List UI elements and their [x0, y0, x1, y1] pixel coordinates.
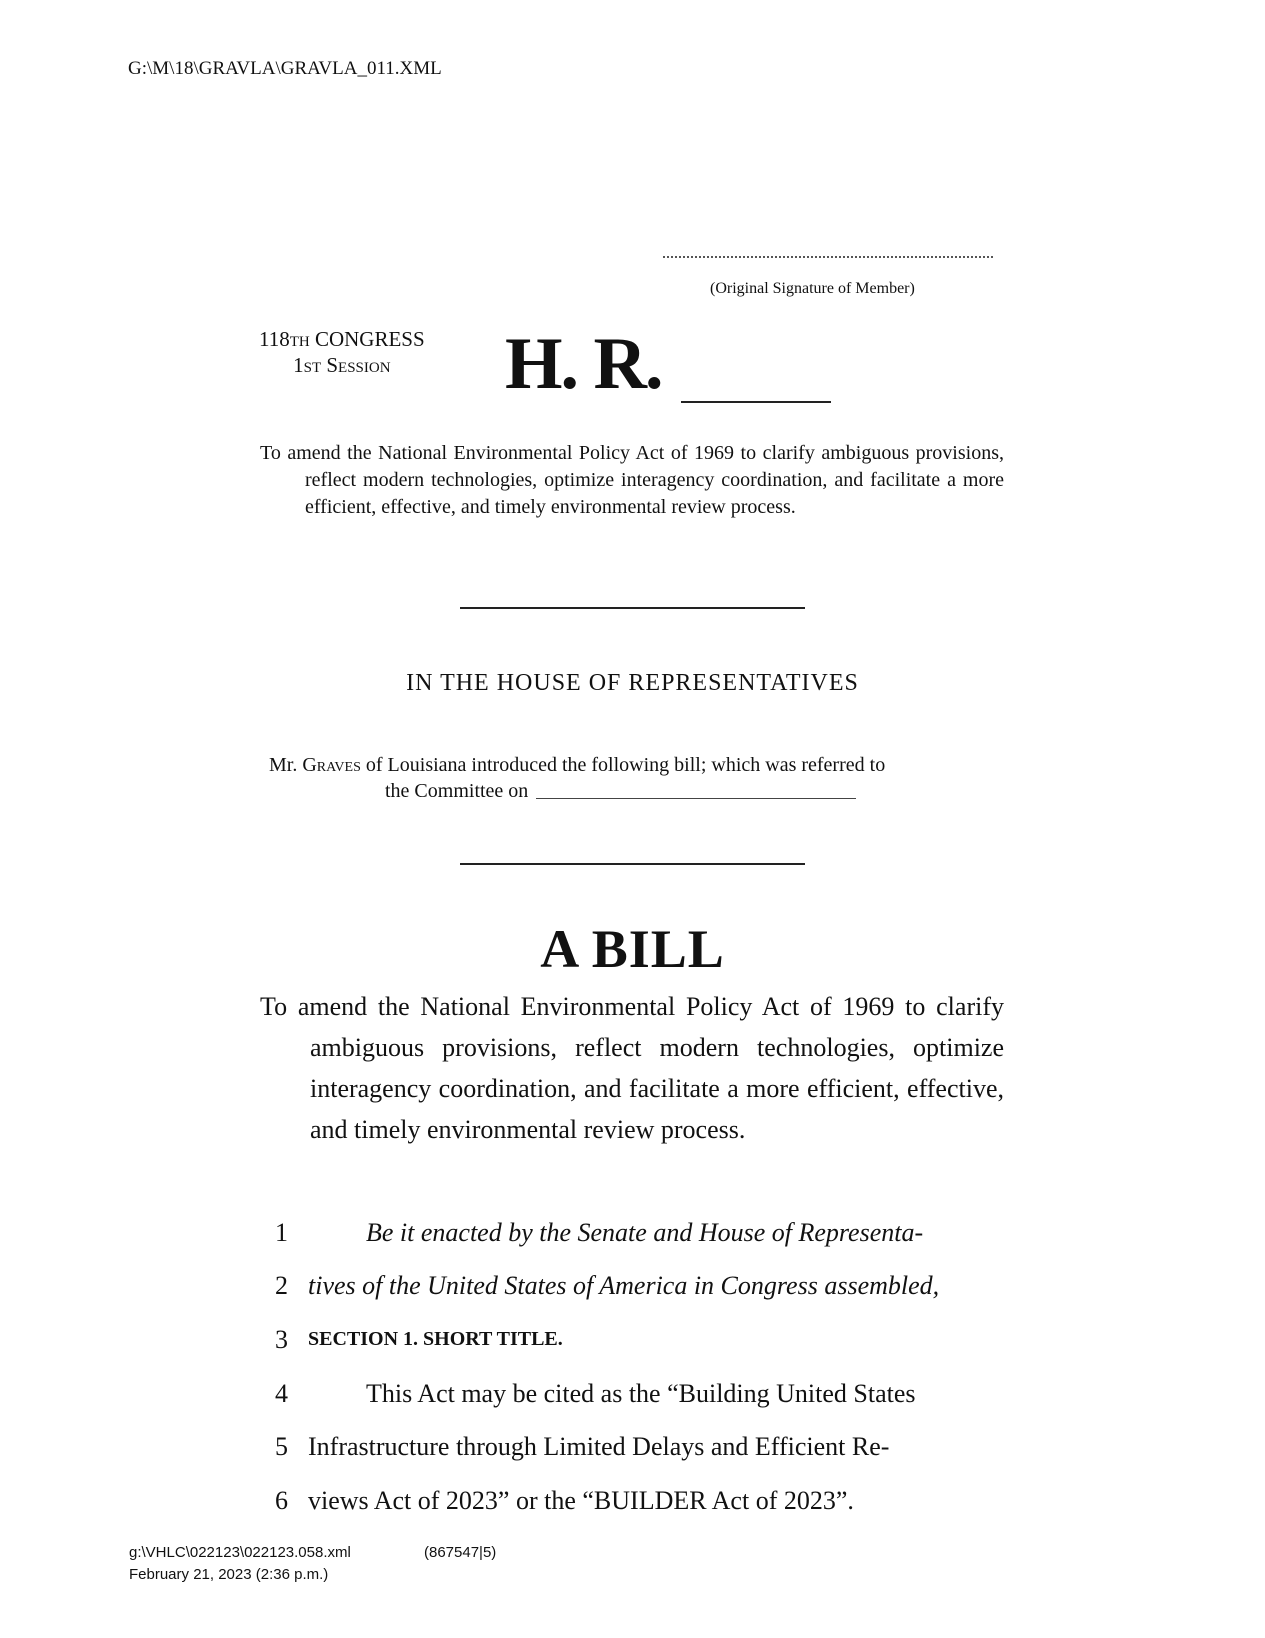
- session-label: 1st Session: [293, 353, 391, 377]
- sponsor-prefix: Mr.: [269, 754, 298, 776]
- file-path-header: G:\M\18\GRAVLA\GRAVLA_011.XML: [128, 58, 442, 79]
- long-title-text: To amend the National Environmental Policy Act of 1969 to clarify ambiguous provisions, reflect modern technologies, optimize interagency coordination, and facilitate a more efficient, effective, and timely environmental review process.: [260, 992, 1004, 1144]
- line-number: 3: [275, 1325, 288, 1354]
- long-title-block: [260, 986, 1004, 1150]
- section-heading: SECTION 1. SHORT TITLE.: [308, 1328, 563, 1350]
- section-text: views Act of 2023” or the “BUILDER Act of 2023”.: [308, 1486, 854, 1515]
- sponsor-text: of Louisiana introduced the following bill; which was referred to: [365, 754, 886, 776]
- enacting-clause: Be it enacted by the Senate and House of Representa-: [366, 1218, 924, 1247]
- divider-rule: [460, 863, 805, 865]
- section-text: Infrastructure through Limited Delays and Efficient Re-: [308, 1432, 890, 1461]
- bill-type-heading: H. R.: [505, 323, 662, 405]
- divider-rule: [460, 607, 805, 609]
- line-number: 1: [275, 1218, 288, 1247]
- bill-heading: A BILL: [540, 919, 725, 979]
- line-number: 5: [275, 1432, 288, 1461]
- short-title-text: To amend the National Environmental Policy Act of 1969 to clarify ambiguous provisions, reflect modern technologies, optimize interagency coordination, and facilitate a more efficient, effective, and timely environmental review process.: [260, 442, 1004, 518]
- sponsor-name: Graves: [302, 754, 361, 776]
- line-number: 4: [275, 1379, 288, 1408]
- signature-line: [663, 256, 993, 258]
- signature-label: (Original Signature of Member): [710, 280, 915, 297]
- bill-number-blank: [681, 401, 831, 403]
- footer-xml-path: g:\VHLC\022123\022123.058.xml: [129, 1544, 351, 1561]
- congress-label: 118th CONGRESS: [259, 327, 425, 351]
- footer-doc-id: (867547|5): [424, 1544, 497, 1561]
- committee-blank: [536, 798, 856, 799]
- short-title-block: [260, 440, 1004, 521]
- footer-timestamp: February 21, 2023 (2:36 p.m.): [129, 1566, 329, 1583]
- committee-text: the Committee on: [385, 780, 529, 802]
- section-text: This Act may be cited as the “Building United States: [366, 1379, 916, 1408]
- line-number: 6: [275, 1486, 288, 1515]
- committee-line: [385, 780, 856, 803]
- line-number: 2: [275, 1271, 288, 1300]
- sponsor-line: [269, 754, 885, 777]
- enacting-clause: tives of the United States of America in Congress assembled,: [308, 1271, 940, 1300]
- chamber-heading: IN THE HOUSE OF REPRESENTATIVES: [406, 670, 859, 696]
- congress-session-block: [259, 326, 425, 378]
